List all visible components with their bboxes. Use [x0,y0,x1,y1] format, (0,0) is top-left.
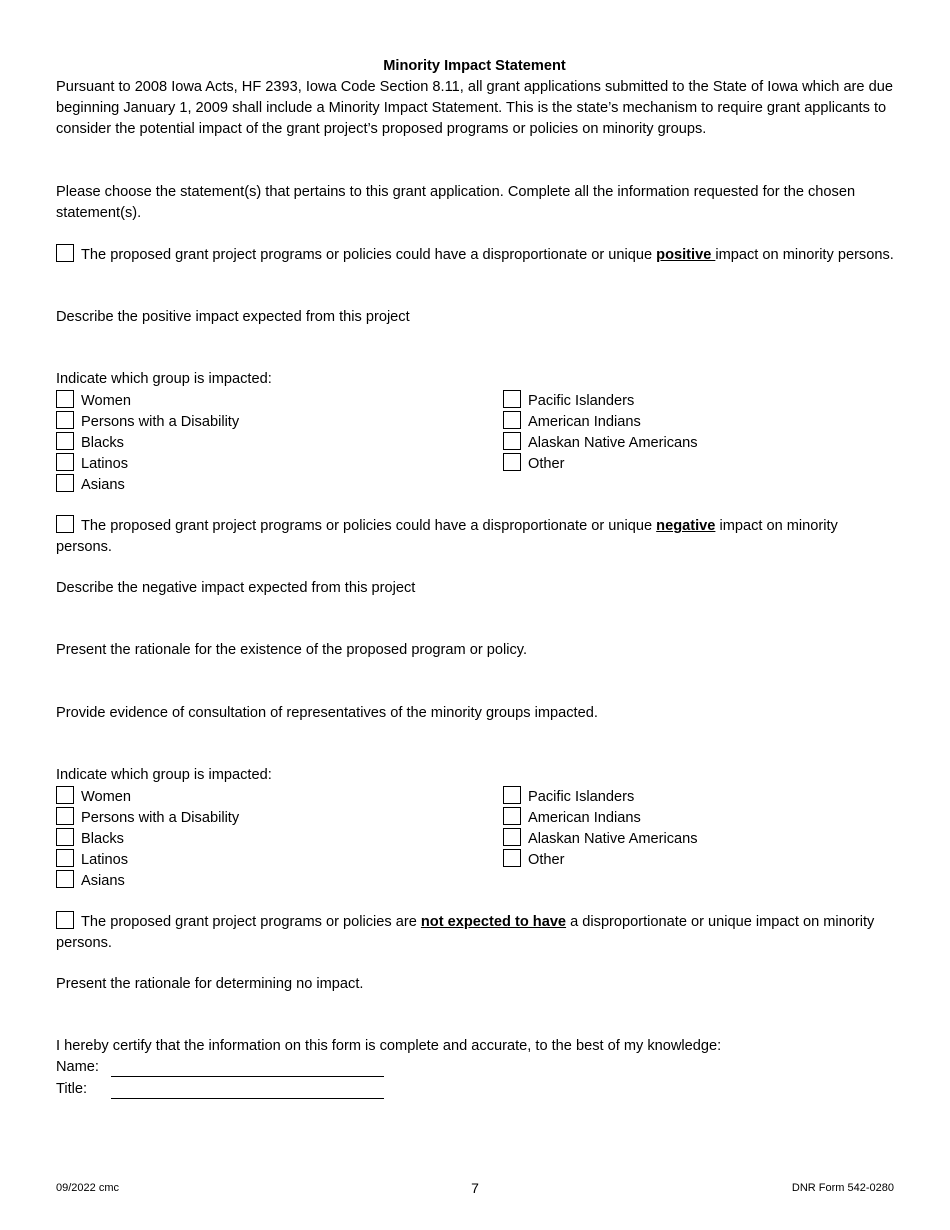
no-impact-checkbox[interactable] [56,911,74,929]
checkbox-blacks[interactable] [56,828,74,846]
checkbox-pacific-islanders[interactable] [503,786,521,804]
negative-emphasis: negative [656,518,716,534]
positive-post-text: impact on minority persons. [715,247,894,263]
checkbox-disability[interactable] [56,411,74,429]
checkbox-other[interactable] [503,453,521,471]
checkbox-other[interactable] [503,849,521,867]
title-input-line[interactable] [111,1098,384,1099]
negative-impact-checkbox[interactable] [56,515,74,533]
group-item-latinos [56,453,128,474]
group-item-disability [56,807,239,828]
instructions-paragraph: Please choose the statement(s) that pertains to this grant application. Complete all the information requested for the chosen statement(s). [56,184,856,221]
group-prompt-2: Indicate which group is impacted: [56,767,272,783]
group-item-blacks [56,828,124,849]
checkbox-disability[interactable] [56,807,74,825]
group-label: Pacific Islanders [528,393,635,409]
group-item-women [56,390,131,411]
group-label: Women [81,789,132,805]
name-label: Name: [56,1059,99,1075]
group-label: American Indians [528,810,641,826]
group-item-disability [56,411,239,432]
group-item-asians [56,870,125,891]
group-item-alaskan-native [503,828,698,849]
positive-emphasis: positive [656,247,716,263]
none-post-text: a disproportionate or unique impact on minority persons. [56,914,875,951]
group-item-other [503,453,565,474]
negative-pre-text: The proposed grant project programs or policies could have a disproportionate or unique [81,518,657,534]
group-label: Alaskan Native Americans [528,435,698,451]
negative-describe-label: Describe the negative impact expected from this project [56,580,416,596]
consultation-label: Provide evidence of consultation of representatives of the minority groups impacted. [56,705,598,721]
group-label: Women [81,393,132,409]
checkbox-women[interactable] [56,786,74,804]
checkbox-alaskan-native[interactable] [503,828,521,846]
group-label: Blacks [81,831,124,847]
group-label: Latinos [81,852,129,868]
none-emphasis: not expected to have [420,914,567,930]
group-item-american-indians [503,411,641,432]
group-label: Latinos [81,456,129,472]
page-number: 7 [471,1180,479,1196]
group-label: Persons with a Disability [81,414,240,430]
title-label: Title: [56,1081,88,1097]
group-item-latinos [56,849,128,870]
negative-post-text: impact on minority persons. [56,518,838,555]
positive-pre-text: The proposed grant project programs or policies could have a disproportionate or unique [81,247,657,263]
name-input-line[interactable] [111,1076,384,1077]
checkbox-american-indians[interactable] [503,807,521,825]
checkbox-latinos[interactable] [56,849,74,867]
certification-text: I hereby certify that the information on this form is complete and accurate, to the best of my knowledge: [56,1038,722,1054]
checkbox-pacific-islanders[interactable] [503,390,521,408]
group-label: American Indians [528,414,641,430]
group-prompt-1: Indicate which group is impacted: [56,371,272,387]
checkbox-blacks[interactable] [56,432,74,450]
negative-rationale-label: Present the rationale for the existence of the proposed program or policy. [56,642,528,658]
positive-impact-statement [56,244,896,266]
positive-describe-label: Describe the positive impact expected from this project [56,309,410,325]
group-item-women [56,786,131,807]
negative-impact-statement [56,515,896,558]
group-label: Pacific Islanders [528,789,635,805]
group-item-pacific-islanders [503,390,634,411]
group-label: Persons with a Disability [81,810,240,826]
group-item-blacks [56,432,124,453]
no-impact-rationale-label: Present the rationale for determining no impact. [56,976,364,992]
group-item-pacific-islanders [503,786,634,807]
positive-impact-checkbox[interactable] [56,244,74,262]
checkbox-asians[interactable] [56,474,74,492]
group-label: Alaskan Native Americans [528,831,698,847]
group-item-american-indians [503,807,641,828]
group-label: Asians [81,873,125,889]
checkbox-women[interactable] [56,390,74,408]
group-label: Asians [81,477,125,493]
group-item-alaskan-native [503,432,698,453]
footer-form-number: DNR Form 542-0280 [791,1182,894,1194]
no-impact-statement [56,911,896,954]
group-item-other [503,849,565,870]
footer-date: 09/2022 cmc [56,1182,119,1194]
checkbox-alaskan-native[interactable] [503,432,521,450]
none-pre-text: The proposed grant project programs or policies are [81,914,421,930]
group-item-asians [56,474,125,495]
group-label: Blacks [81,435,124,451]
checkbox-american-indians[interactable] [503,411,521,429]
checkbox-latinos[interactable] [56,453,74,471]
checkbox-asians[interactable] [56,870,74,888]
intro-paragraph: Pursuant to 2008 Iowa Acts, HF 2393, Iowa Code Section 8.11, all grant applications submitted to the State of Iowa which are due beginning January 1, 2009 shall include a Minority Impact Statement. This is the state’s mechanism to require grant applicants to consider the potential impact of the grant project’s proposed programs or policies on minority groups. [56,79,893,137]
group-label: Other [528,456,565,472]
group-label: Other [528,852,565,868]
page-title: Minority Impact Statement [383,58,566,74]
